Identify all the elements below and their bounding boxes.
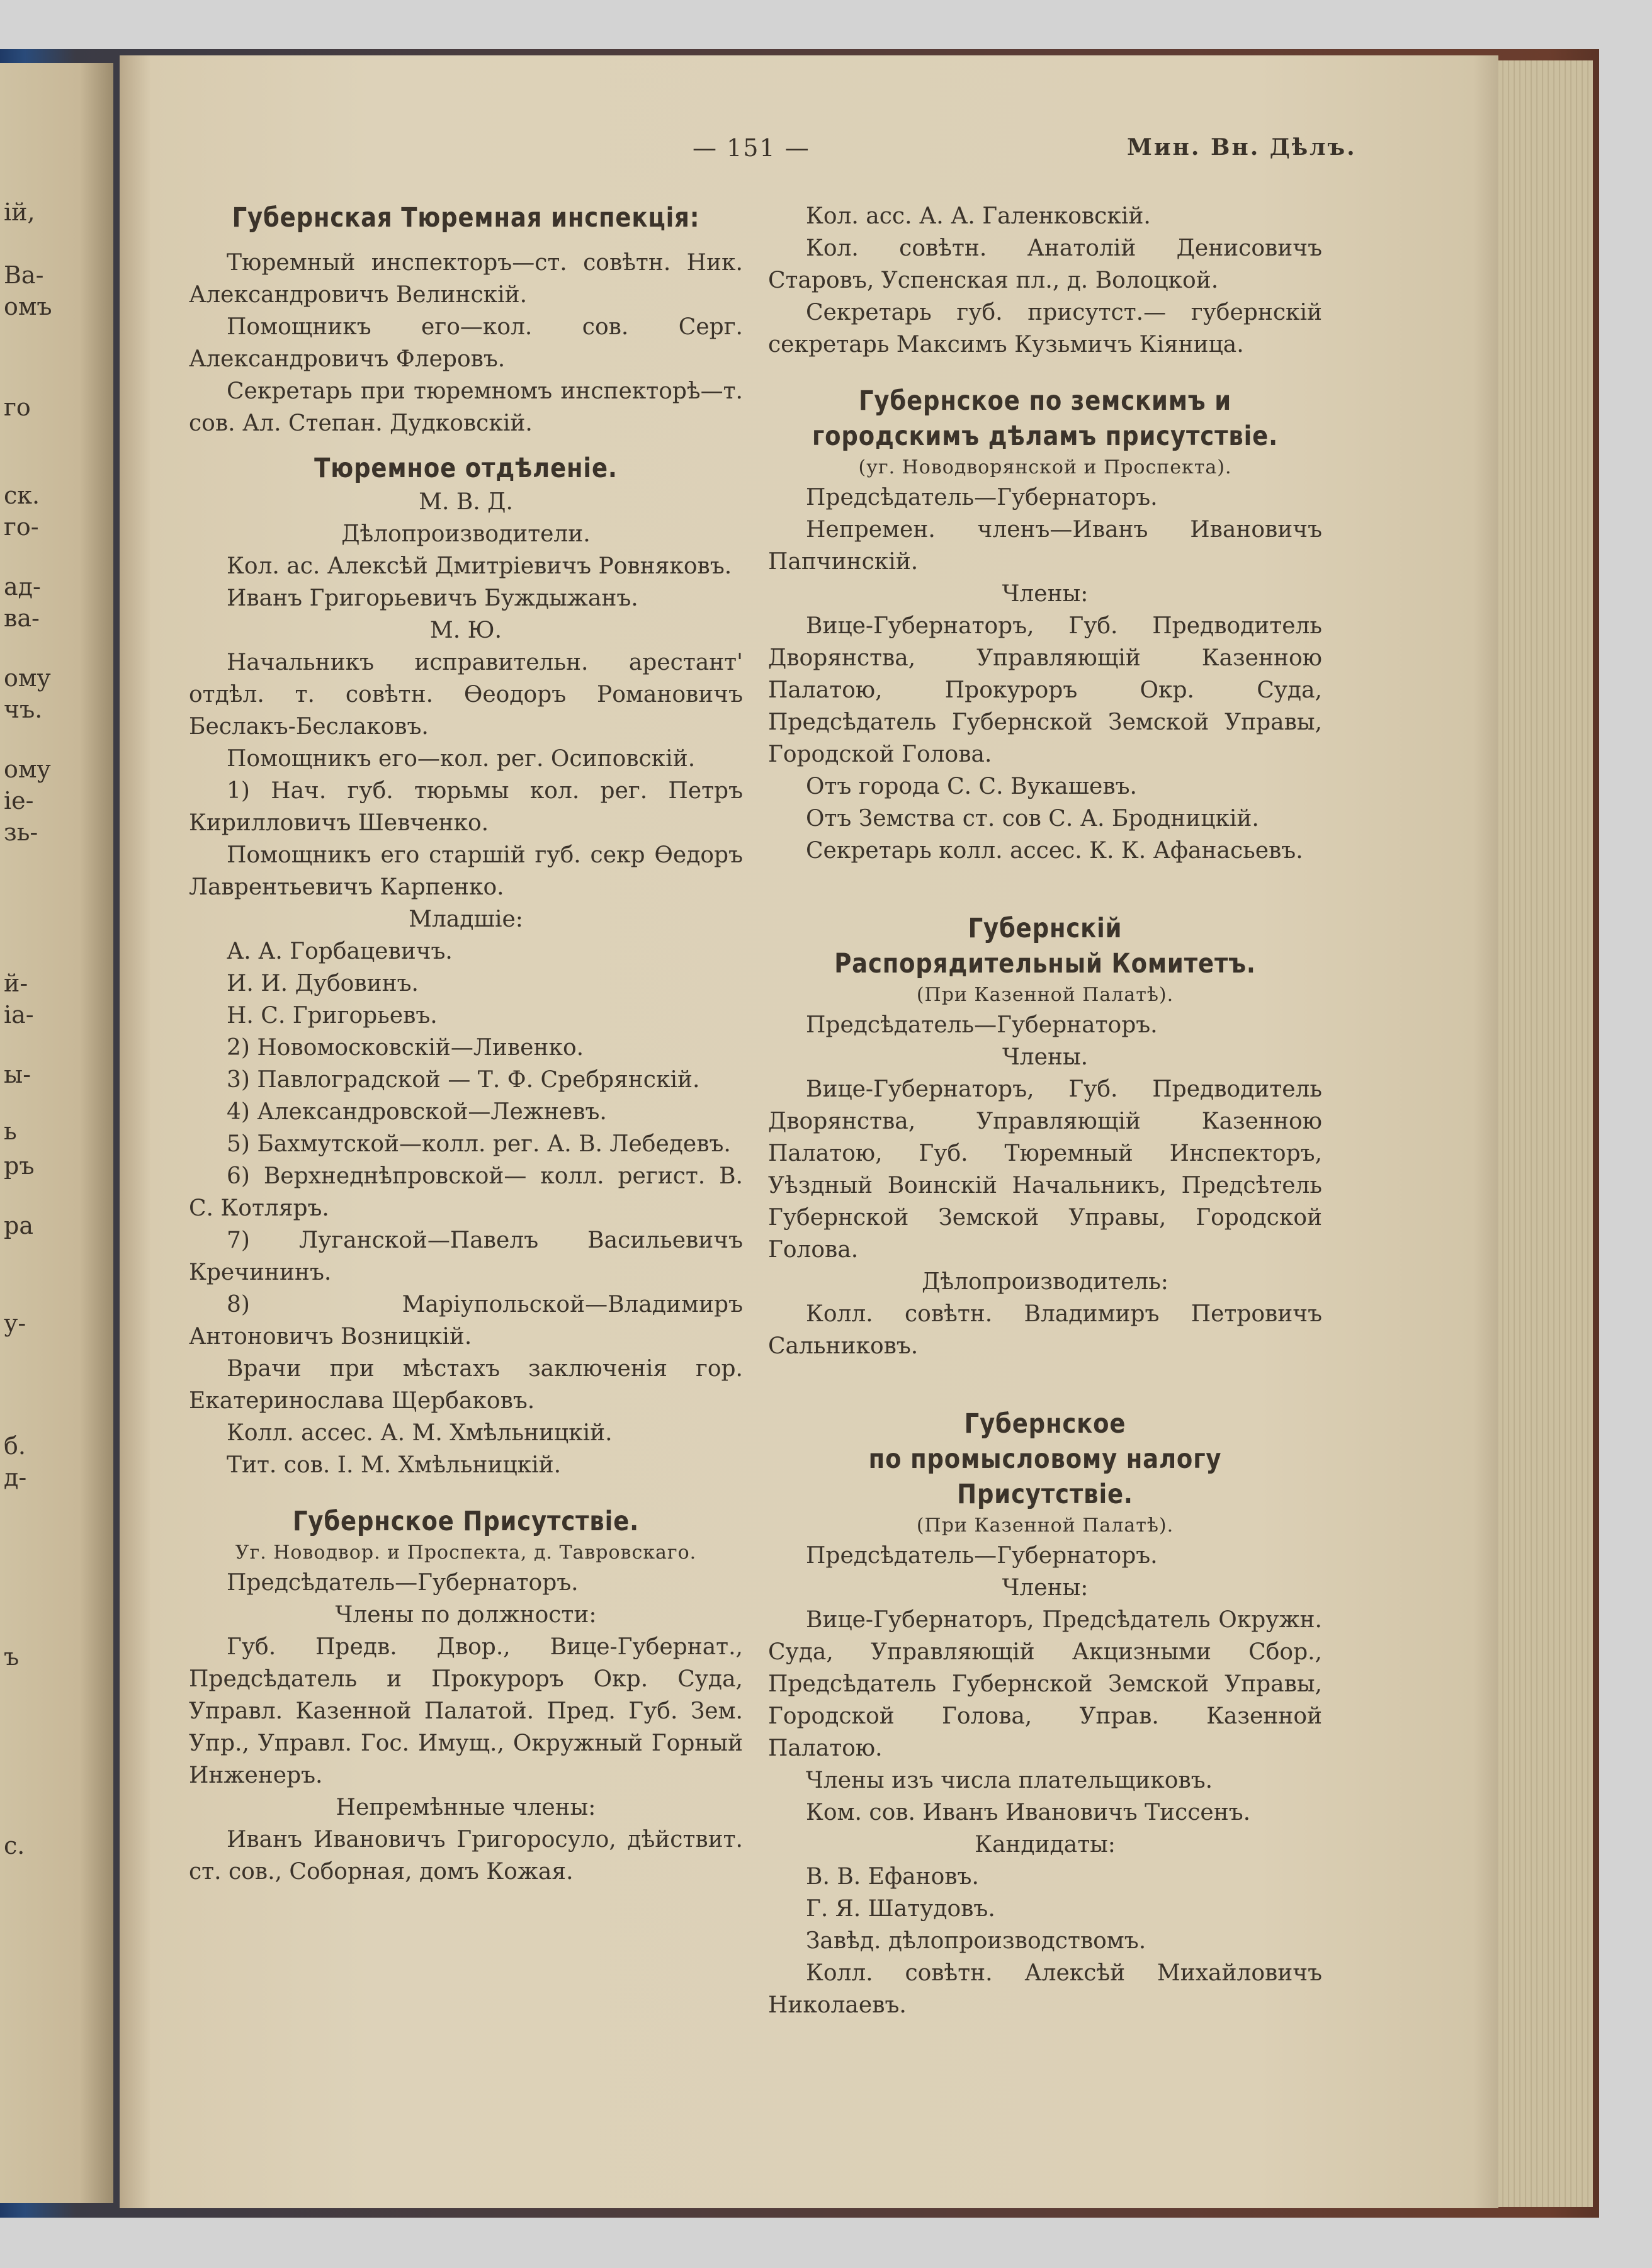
facing-page-fragment: ы- xyxy=(4,1061,31,1088)
list-item: Колл. совѣтн. Алексѣй Михайловичъ Николаевъ. xyxy=(768,1960,1322,2018)
paragraph: Предсѣдатель—Губернаторъ. xyxy=(806,1543,1158,1569)
subheading: Дѣлопроизводители. xyxy=(341,521,591,547)
list-item: Врачи при мѣстахъ заключенія гор. Екатеринослава Щербаковъ. xyxy=(189,1356,743,1414)
list-item: 4) Александровской—Лежневъ. xyxy=(227,1099,607,1125)
address-note: (При Казенной Палатѣ). xyxy=(916,1515,1174,1537)
facing-page-fragment: ра xyxy=(4,1212,33,1239)
list-item: Тит. сов. І. М. Хмѣльницкій. xyxy=(227,1452,562,1478)
paragraph: Вице-Губернаторъ, Предсѣдатель Окружн. Суда, Управляющій Акцизными Сбор., Предсѣдатель Губернской Земской Управы, Городской Голова, Управ. Казенной Палатою. xyxy=(768,1607,1322,1761)
facing-page-fragment: іе- xyxy=(4,787,34,815)
list-item: 2) Новомосковскій—Ливенко. xyxy=(227,1035,584,1061)
paragraph: Начальникъ исправительн. арестант' отдѣл. т. совѣтн. Өеодоръ Романовичъ Беслакъ-Беслаковъ. xyxy=(189,650,743,740)
paragraph: Помощникъ его—кол. сов. Серг. Александровичъ Флеровъ. xyxy=(189,314,743,372)
section-heading: Губернское xyxy=(964,1408,1126,1440)
book-page xyxy=(120,55,1498,2208)
paragraph: Кол. асс. А. А. Галенковскій. xyxy=(806,203,1151,229)
facing-page-fragment: у- xyxy=(4,1309,26,1337)
paragraph: Помощникъ его старшій губ. секр Өедоръ Лаврентьевичъ Карпенко. xyxy=(189,842,743,900)
address-note: (уг. Новодворянской и Проспекта). xyxy=(858,456,1232,478)
list-item: Колл. ассес. А. М. Хмѣльницкій. xyxy=(227,1420,613,1446)
facing-page-fragment: ому xyxy=(4,664,51,692)
left-column xyxy=(189,200,743,1888)
address-note: Уг. Новодвор. и Проспекта, д. Тавровскаго. xyxy=(235,1542,697,1564)
facing-page-fragment: ъ xyxy=(4,1643,20,1671)
paragraph: Кол. ас. Алексѣй Дмитріевичъ Ровняковъ. xyxy=(227,553,732,579)
paragraph: Вице-Губернаторъ, Губ. Предводитель Дворянства, Управляющій Казенною Палатою, Губ. Тюремный Инспекторъ, Уѣздный Воинскій Начальникъ, Предсѣтель Губернской Земской Управы, Городской Голова. xyxy=(768,1076,1322,1263)
list-item: Н. С. Григорьевъ. xyxy=(227,1003,438,1029)
facing-page-fragment: ій, xyxy=(4,198,35,226)
facing-page-fragment: ь xyxy=(4,1117,17,1145)
paragraph: Непремен. членъ—Иванъ Ивановичъ Папчинскій. xyxy=(768,517,1322,575)
section-heading: Губернское по земскимъ и городскимъ дѣламъ присутствіе. xyxy=(812,385,1279,452)
list-item: 3) Павлоградской — Т. Ф. Сребрянскій. xyxy=(227,1067,700,1093)
subheading: Непремѣнные члены: xyxy=(336,1795,596,1820)
page-number: — 151 — xyxy=(693,134,810,162)
list-item: Завѣд. дѣлопроизводствомъ. xyxy=(806,1928,1146,1954)
facing-page-fragment: го xyxy=(4,393,31,421)
facing-page-fragment: с. xyxy=(4,1832,25,1859)
list-item: 5) Бахмутской—колл. рег. А. В. Лебедевъ. xyxy=(227,1131,731,1157)
subheading: М. Ю. xyxy=(429,618,502,643)
paragraph: Кол. совѣтн. Анатолій Денисовичъ Старовъ, Успенская пл., д. Волоцкой. xyxy=(768,235,1322,293)
address-note: (При Казенной Палатѣ). xyxy=(916,984,1174,1006)
facing-page-fragment: іа- xyxy=(4,1001,34,1029)
facing-page-fragment: чъ. xyxy=(4,696,43,723)
right-column xyxy=(768,200,1322,2021)
paragraph: Секретарь губ. присутст.— губернскій секретарь Максимъ Кузьмичъ Кіяница. xyxy=(768,300,1322,358)
facing-page-fragment: ому xyxy=(4,755,51,783)
page-header xyxy=(120,134,1498,172)
subheading: Члены. xyxy=(1002,1044,1089,1070)
list-item: А. А. Горбацевичъ. xyxy=(227,939,453,964)
list-item: 8) Маріупольской—Владимиръ Антоновичъ Возницкій. xyxy=(189,1292,743,1350)
paragraph: Иванъ Ивановичъ Григоросуло, дѣйствит. ст. сов., Соборная, домъ Кожая. xyxy=(189,1827,743,1885)
subheading: Члены по должности: xyxy=(335,1602,597,1628)
list-item: 7) Луганской—Павелъ Васильевичъ Кречининъ. xyxy=(189,1227,743,1285)
facing-page-fragment: ръ xyxy=(4,1152,35,1180)
section-heading: Губернская Тюремная инспекція: xyxy=(232,202,700,234)
paragraph: Тюремный инспекторъ—ст. совѣтн. Ник. Александровичъ Велинскій. xyxy=(189,250,743,308)
subheading: Младшіе: xyxy=(409,906,523,932)
list-item: И. И. Дубовинъ. xyxy=(227,971,419,996)
paragraph: 1) Нач. губ. тюрьмы кол. рег. Петръ Кирилловичъ Шевченко. xyxy=(189,778,743,836)
paragraph: Ком. сов. Иванъ Ивановичъ Тиссенъ. xyxy=(806,1800,1251,1825)
paragraph: Предсѣдатель—Губернаторъ. xyxy=(227,1570,579,1596)
facing-page-fragment: б. xyxy=(4,1432,26,1460)
paragraph: Предсѣдатель—Губернаторъ. xyxy=(806,1012,1158,1038)
running-head: Мин. Вн. Дѣлъ. xyxy=(1127,134,1357,161)
paragraph: Отъ города С. С. Вукашевъ. xyxy=(806,774,1137,799)
facing-page-fragment: ск. xyxy=(4,482,40,509)
facing-page-fragment: Ва- xyxy=(4,261,44,289)
paragraph: Члены изъ числа плательщиковъ. xyxy=(806,1768,1213,1793)
paragraph: Отъ Земства ст. сов С. А. Бродницкій. xyxy=(806,806,1259,832)
section-heading: Распорядительный Комитетъ. xyxy=(834,948,1256,979)
facing-page-fragment: ва- xyxy=(4,604,40,632)
facing-page-fragment: омъ xyxy=(4,293,52,320)
page-edges xyxy=(1498,60,1593,2207)
subheading: Члены: xyxy=(1002,1575,1089,1601)
section-heading: Тюремное отдѣленіе. xyxy=(314,453,618,484)
list-item: В. В. Ефановъ. xyxy=(806,1864,979,1890)
list-item: 6) Верхнеднѣпровской— колл. регист. В. С. Котляръ. xyxy=(189,1163,743,1221)
subheading: М. В. Д. xyxy=(419,489,513,515)
subheading: Члены: xyxy=(1002,581,1089,607)
facing-page-fragment: зь- xyxy=(4,818,38,846)
paragraph: Помощникъ его—кол. рег. Осиповскій. xyxy=(227,746,696,772)
paragraph: Предсѣдатель—Губернаторъ. xyxy=(806,485,1158,511)
list-item: Г. Я. Шатудовъ. xyxy=(806,1896,995,1922)
paragraph: Губ. Предв. Двор., Вице-Губернат., Предсѣдатель и Прокуроръ Окр. Суда, Управл. Казенной Палатой. Пред. Губ. Зем. Упр., Управл. Гос. Имущ., Окружный Горный Инженеръ. xyxy=(189,1634,743,1788)
paragraph: Вице-Губернаторъ, Губ. Предводитель Дворянства, Управляющій Казенною Палатою, Прокуроръ Окр. Суда, Предсѣдатель Губернской Земской Управы, Городской Голова. xyxy=(768,613,1322,767)
section-heading: по промысловому налогу Присутствіе. xyxy=(868,1443,1222,1510)
section-heading: Губернскій xyxy=(968,913,1123,944)
paragraph: Колл. совѣтн. Владимиръ Петровичъ Сальниковъ. xyxy=(768,1301,1322,1359)
subheading: Кандидаты: xyxy=(975,1832,1116,1858)
paragraph: Секретарь колл. ассес. К. К. Афанасьевъ. xyxy=(806,838,1303,864)
section-heading: Губернское Присутствіе. xyxy=(292,1506,640,1537)
facing-page-fragment: й- xyxy=(4,969,28,997)
facing-page-strip xyxy=(0,63,113,2203)
facing-page-fragment: го- xyxy=(4,513,39,541)
paragraph: Секретарь при тюремномъ инспекторѣ—т. сов. Ал. Степан. Дудковскій. xyxy=(189,378,743,436)
paragraph: Иванъ Григорьевичъ Буждыжанъ. xyxy=(227,585,638,611)
facing-page-fragment: ад- xyxy=(4,573,41,601)
facing-page-fragment: д- xyxy=(4,1464,27,1491)
subheading: Дѣлопроизводитель: xyxy=(922,1269,1168,1295)
